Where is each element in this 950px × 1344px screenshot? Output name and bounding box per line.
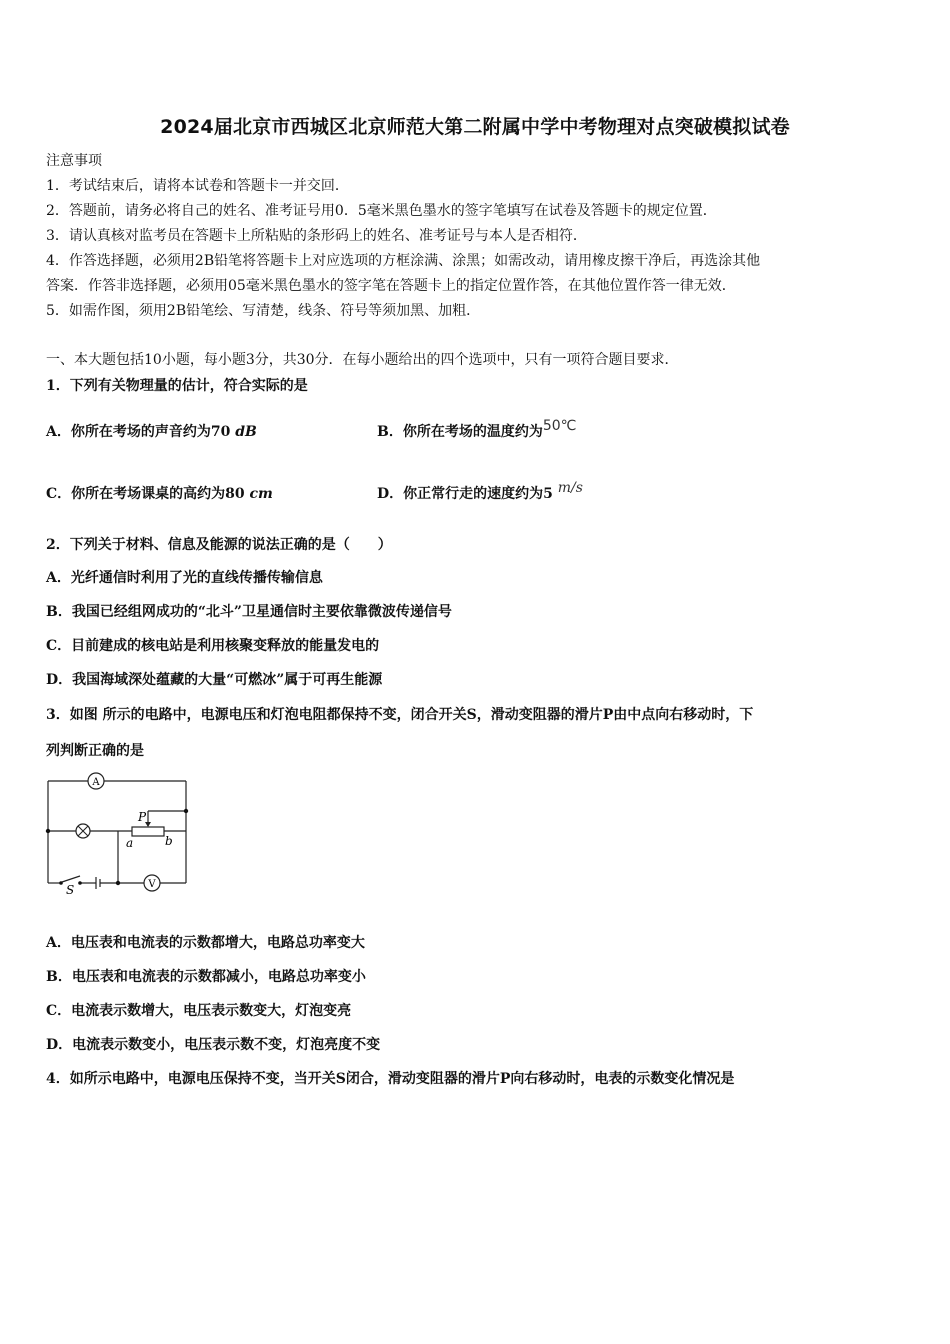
q1-option-d [377,480,583,504]
q2-option-c: C．目前建成的核电站是利用核聚变释放的能量发电的 [46,638,380,654]
q1-option-c-text: C．你所在考场课桌的高约为80 [46,486,250,502]
q2-option-d: D．我国海域深处蕴藏的大量“可燃冰”属于可再生能源 [46,672,383,688]
ammeter-label: A [92,777,100,788]
switch-label: S [66,883,75,897]
rheostat-end-b: b [165,834,173,848]
notice-heading: 注意事项 [46,153,102,169]
q3-option-b: B．电压表和电流表的示数都减小，电路总功率变小 [46,969,366,985]
q4-stem: 4．如所示电路中，电源电压保持不变，当开关S闭合，滑动变阻器的滑片P向右移动时，电表的示数变化情况是 [46,1071,735,1087]
notice-item: 3．请认真核对监考员在答题卡上所粘贴的条形码上的姓名、准考证号与本人是否相符． [46,228,587,244]
notice-item: 4．作答选择题，必须用2B铅笔将答题卡上对应选项的方框涂满、涂黑；如需改动，请用橡皮擦干净后，再选涂其他 [46,253,761,269]
slider-label: P [138,810,147,824]
q2-stem: 2．下列关于材料、信息及能源的说法正确的是（ ） [46,537,392,553]
q3-option-d: D．电流表示数变小，电压表示数不变，灯泡亮度不变 [46,1037,381,1053]
q1-option-b-value: 50℃ [542,418,577,434]
q2-option-a: A．光纤通信时利用了光的直线传播传输信息 [46,570,323,586]
rheostat-end-a: a [126,836,134,850]
q2-option-b: B．我国已经组网成功的“北斗”卫星通信时主要依靠微波传递信号 [46,604,452,620]
notice-item: 2．答题前，请务必将自己的姓名、准考证号用0．5毫米黑色墨水的签字笔填写在试卷及答题卡的规定位置． [46,203,717,219]
voltmeter-label: V [148,879,156,890]
q1-option-d-unit: m/s [557,480,583,496]
q3-option-c: C．电流表示数增大，电压表示数变大，灯泡变亮 [46,1003,352,1019]
notice-item: 1．考试结束后，请将本试卷和答题卡一并交回． [46,178,349,194]
notice-item: 答案．作答非选择题，必须用05毫米黑色墨水的签字笔在答题卡上的指定位置作答，在其他位置作答一律无效． [46,278,736,294]
q1-option-a-unit: dB [235,424,257,440]
q1-option-c-unit: cm [249,486,273,502]
section-header: 一、本大题包括10小题，每小题3分，共30分．在每小题给出的四个选项中，只有一项符合题目要求． [46,352,679,368]
q3-stem-line2: 列判断正确的是 [46,743,144,759]
q1-option-d-text: D．你正常行走的速度约为5 [377,486,558,502]
q1-option-a-text: A．你所在考场的声音约为70 [46,424,236,440]
q3-circuit-diagram [40,770,200,900]
q1-option-a [46,422,257,442]
q3-stem-line1: 3．如图 所示的电路中，电源电压和灯泡电阻都保持不变，闭合开关S，滑动变阻器的滑片P由中点向右移动时，下 [46,707,754,723]
notice-item: 5．如需作图，须用2B铅笔绘、写清楚，线条、符号等须加黑、加粗． [46,303,481,319]
q1-stem: 1．下列有关物理量的估计，符合实际的是 [46,378,308,394]
exam-title: 2024届北京市西城区北京师范大第二附属中学中考物理对点突破模拟试卷 [160,116,790,138]
q1-option-b-text: B．你所在考场的温度约为 [377,424,543,440]
q1-option-b [377,418,577,442]
q1-option-c [46,484,273,504]
q3-option-a: A．电压表和电流表的示数都增大，电路总功率变大 [46,935,365,951]
